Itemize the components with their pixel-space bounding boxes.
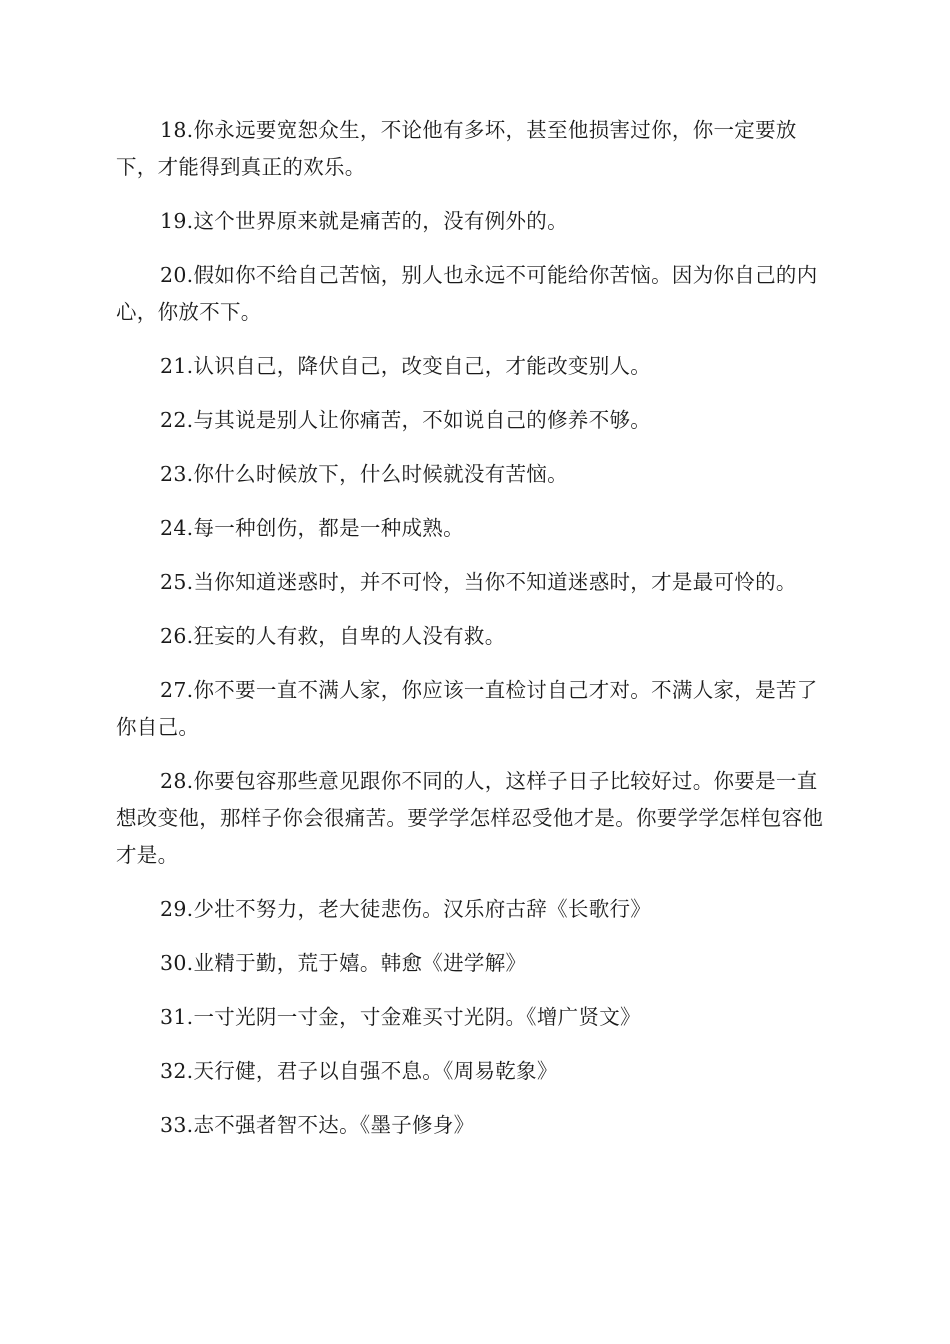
paragraph-18: 18.你永远要宽恕众生，不论他有多坏，甚至他损害过你，你一定要放下，才能得到真正的欢乐。 [116,118,797,179]
paragraph-28: 28.你要包容那些意见跟你不同的人，这样子日子比较好过。你要是一直想改变他，那样子你会很痛苦。要学学怎样忍受他才是。你要学学怎样包容他才是。 [116,769,824,867]
paragraph-21: 21.认识自己，降伏自己，改变自己，才能改变别人。 [160,354,652,378]
paragraph-22: 22.与其说是别人让你痛苦，不如说自己的修养不够。 [160,408,652,432]
paragraph-27: 27.你不要一直不满人家，你应该一直检讨自己才对。不满人家，是苦了你自己。 [116,678,818,739]
paragraph-26: 26.狂妄的人有救，自卑的人没有救。 [160,624,506,648]
paragraph-24: 24.每一种创伤，都是一种成熟。 [160,516,464,540]
paragraph-19: 19.这个世界原来就是痛苦的，没有例外的。 [160,209,568,233]
paragraph-33: 33.志不强者智不达。《墨子修身》 [160,1113,475,1137]
paragraph-30: 30.业精于勤，荒于嬉。韩愈《进学解》 [160,951,527,975]
paragraph-32: 32.天行健，君子以自强不息。《周易乾象》 [160,1059,558,1083]
paragraph-23: 23.你什么时候放下，什么时候就没有苦恼。 [160,462,568,486]
paragraph-31: 31.一寸光阴一寸金，寸金难买寸光阴。《增广贤文》 [160,1005,641,1029]
document-body [116,112,836,1161]
paragraph-20: 20.假如你不给自己苦恼，别人也永远不可能给你苦恼。因为你自己的内心，你放不下。 [116,263,818,324]
paragraph-29: 29.少壮不努力，老大徒悲伤。汉乐府古辞《长歌行》 [160,897,652,921]
paragraph-25: 25.当你知道迷惑时，并不可怜，当你不知道迷惑时，才是最可怜的。 [160,570,797,594]
